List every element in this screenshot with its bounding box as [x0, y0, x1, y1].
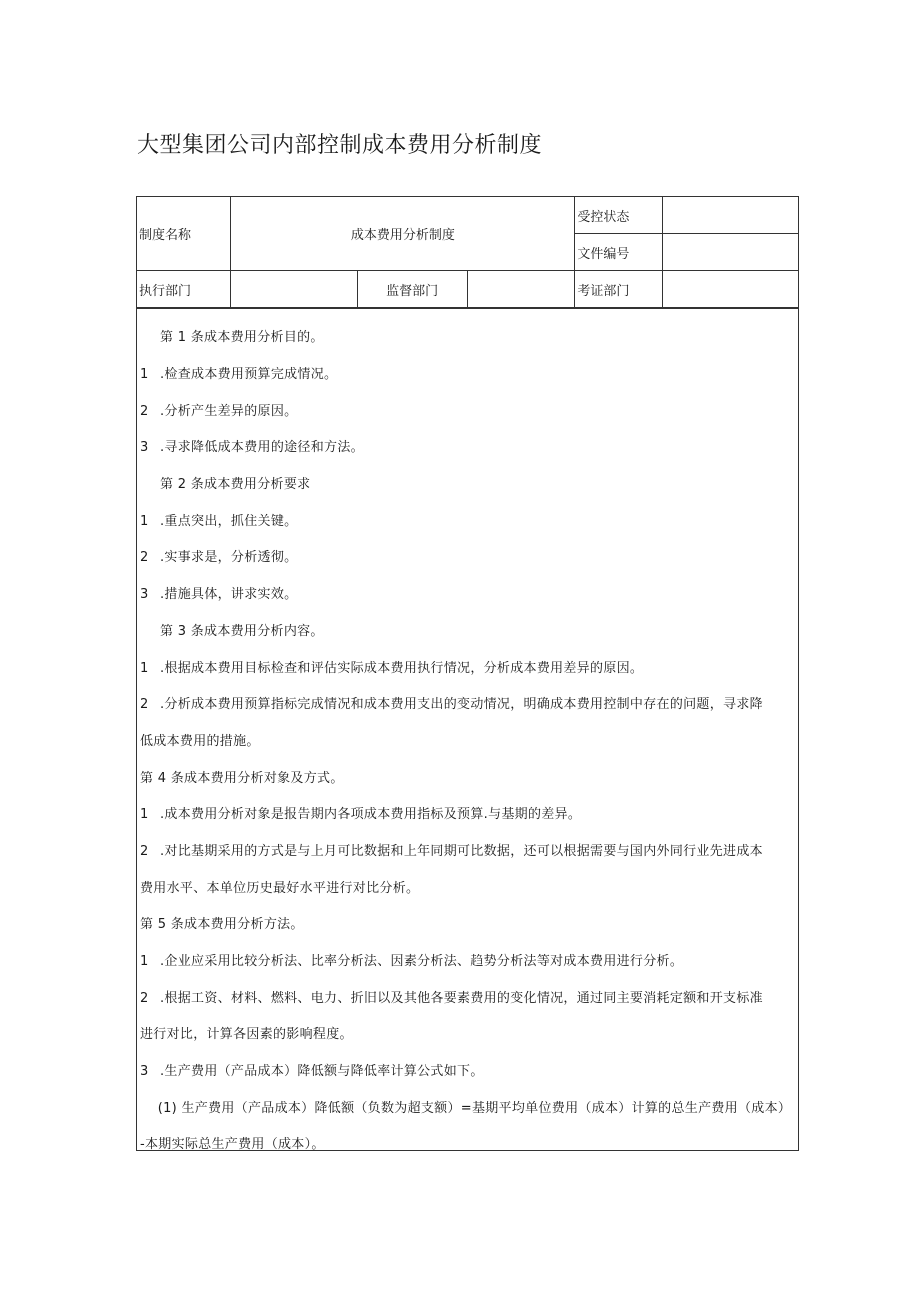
controlled-status-value [662, 197, 798, 234]
controlled-status-label: 受控状态 [575, 197, 662, 234]
exec-dept-label: 执行部门 [137, 271, 231, 308]
content-line: -本期实际总生产费用（成本）。 [140, 1137, 325, 1152]
verify-dept-value [662, 271, 798, 308]
content-line: 进行对比，计算各因素的影响程度。 [140, 1027, 353, 1042]
supervise-dept-value [467, 271, 575, 308]
content-line: 2 .分析产生差异的原因。 [140, 404, 298, 419]
name-value: 成本费用分析制度 [231, 197, 575, 271]
content-line: 1 .检查成本费用预算完成情况。 [140, 367, 338, 382]
content-line: 1 .重点突出，抓住关键。 [140, 514, 298, 529]
content-line: 3 .生产费用（产品成本）降低额与降低率计算公式如下。 [140, 1064, 484, 1079]
content-line: 3 .措施具体，讲求实效。 [140, 587, 298, 602]
content-line: 第 1 条成本费用分析目的。 [160, 330, 324, 345]
content-line: 2 .根据工资、材料、燃料、电力、折旧以及其他各要素费用的变化情况，通过同主要消耗定额和开支标准 [140, 991, 763, 1006]
content-line: 低成本费用的措施。 [140, 734, 260, 749]
verify-dept-label: 考证部门 [575, 271, 662, 308]
header-table [136, 196, 799, 308]
content-line: (1) 生产费用（产品成本）降低额（负数为超支额）=基期平均单位费用（成本）计算的总生产费用（成本） [140, 1101, 792, 1116]
content-line: 3 .寻求降低成本费用的途径和方法。 [140, 440, 364, 455]
content-line: 第 2 条成本费用分析要求 [160, 477, 311, 492]
content-line: 1 .企业应采用比较分析法、比率分析法、因素分析法、趋势分析法等对成本费用进行分析。 [140, 954, 684, 969]
exec-dept-value [231, 271, 357, 308]
file-no-value [662, 234, 798, 271]
content-line: 费用水平、本单位历史最好水平进行对比分析。 [140, 881, 420, 896]
content-line: 第 4 条成本费用分析对象及方式。 [140, 771, 344, 786]
content-line: 2 .对比基期采用的方式是与上月可比数据和上年同期可比数据，还可以根据需要与国内外同行业先进成本 [140, 844, 763, 859]
content-line: 1 .根据成本费用目标检查和评估实际成本费用执行情况，分析成本费用差异的原因。 [140, 661, 644, 676]
name-label: 制度名称 [137, 197, 231, 271]
content-line: 1 .成本费用分析对象是报告期内各项成本费用指标及预算.与基期的差异。 [140, 807, 582, 822]
content-box [136, 308, 799, 1151]
content-line: 第 3 条成本费用分析内容。 [160, 624, 324, 639]
file-no-label: 文件编号 [575, 234, 662, 271]
content-line: 2 .分析成本费用预算指标完成情况和成本费用支出的变动情况，明确成本费用控制中存在的问题，寻求降 [140, 697, 763, 712]
content-line: 2 .实事求是，分析透彻。 [140, 550, 298, 565]
supervise-dept-label: 监督部门 [357, 271, 467, 308]
content-line: 第 5 条成本费用分析方法。 [140, 917, 304, 932]
document-title: 大型集团公司内部控制成本费用分析制度 [137, 133, 543, 158]
